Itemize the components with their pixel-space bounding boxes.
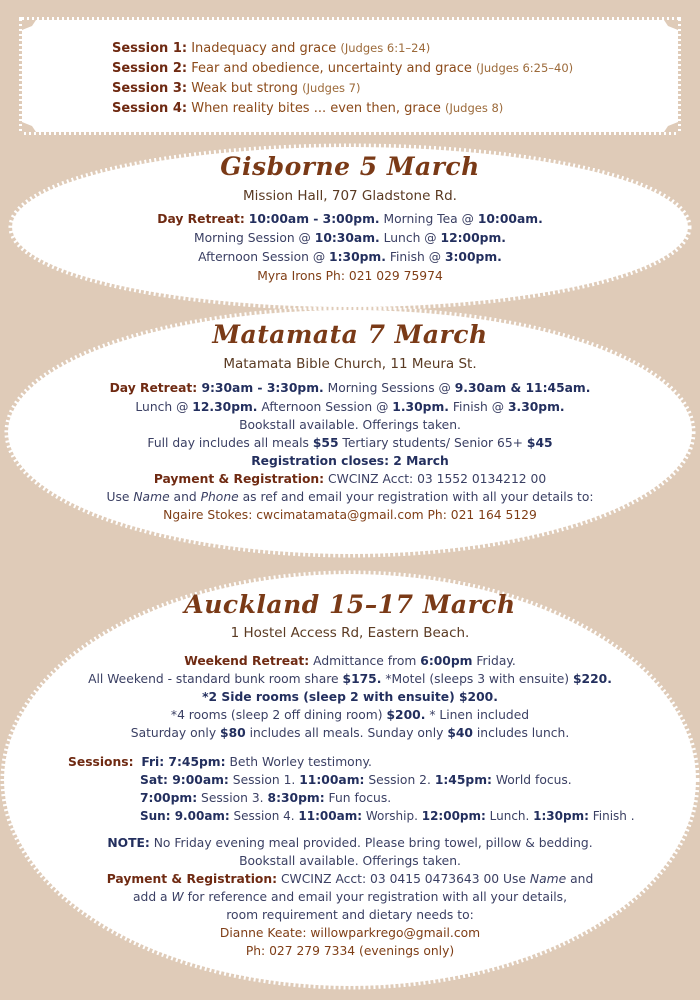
auckland-contact-email: Dianne Keate: willowparkrego@gmail.com bbox=[219, 926, 481, 940]
text: *Motel (sleeps 3 with ensuite) bbox=[381, 672, 573, 686]
text: Morning Tea @ bbox=[379, 212, 478, 226]
text: Lunch. bbox=[485, 809, 534, 823]
session-ref: (Judges 6:1–24) bbox=[340, 41, 431, 55]
time: 1:30pm. bbox=[329, 250, 386, 264]
auckland-venue: 1 Hostel Access Rd, Eastern Beach. bbox=[230, 625, 470, 641]
label-payment: Payment & Registration: bbox=[153, 472, 325, 486]
session-name: Weak but strong bbox=[191, 81, 299, 96]
text: and bbox=[566, 872, 594, 886]
text: Session 2. bbox=[364, 773, 435, 787]
text: *4 rooms (sleep 2 off dining room) bbox=[170, 708, 387, 722]
text: Worship. bbox=[362, 809, 422, 823]
time: 6:00pm bbox=[420, 654, 473, 668]
text: Full day includes all meals bbox=[147, 436, 313, 450]
time: 9.30am & 11:45am. bbox=[454, 381, 591, 395]
text: * Linen included bbox=[425, 708, 530, 722]
matamata-contact: Ngaire Stokes: cwcimatamata@gmail.com Ph: 021 164 5129 bbox=[163, 508, 537, 522]
time: Sat: 9:00am: bbox=[140, 773, 229, 787]
time: Fri: 7:45pm: bbox=[141, 755, 226, 769]
text: Afternoon Session @ bbox=[257, 400, 393, 414]
text: Session 4. bbox=[229, 809, 299, 823]
auckland-sessions-sun bbox=[140, 807, 635, 826]
text: includes all meals. Sunday only bbox=[245, 726, 448, 740]
time: 10:00am. bbox=[477, 212, 543, 226]
session-label: Session 4: bbox=[112, 101, 188, 116]
auckland-line-2 bbox=[0, 670, 700, 689]
text: Tertiary students/ Senior 65+ bbox=[338, 436, 527, 450]
text: Saturday only bbox=[130, 726, 221, 740]
auckland-line-5 bbox=[0, 724, 700, 743]
price: $200. bbox=[386, 708, 426, 722]
session-3 bbox=[112, 78, 360, 99]
auckland-sessions-sat-evening bbox=[140, 789, 391, 808]
session-name: Fear and obedience, uncertainty and grace bbox=[191, 61, 472, 76]
text: Session 1. bbox=[228, 773, 300, 787]
gisborne-title: Gisborne 5 March bbox=[220, 152, 480, 181]
label-day-retreat: Day Retreat: bbox=[157, 212, 245, 226]
gisborne-line-1 bbox=[0, 210, 700, 229]
time: 12:00pm. bbox=[440, 231, 506, 245]
text: Beth Worley testimony. bbox=[225, 755, 372, 769]
session-name: Inadequacy and grace bbox=[191, 41, 337, 56]
text: add a bbox=[132, 890, 172, 904]
text: Finish @ bbox=[385, 250, 445, 264]
session-4 bbox=[112, 98, 503, 119]
text: All Weekend - standard bunk room share bbox=[88, 672, 343, 686]
price: $175. bbox=[342, 672, 382, 686]
auckland-payment bbox=[0, 870, 700, 889]
price: $55 bbox=[312, 436, 339, 450]
text: Morning Session @ bbox=[194, 231, 315, 245]
matamata-line-7 bbox=[0, 488, 700, 507]
session-name: When reality bites ... even then, grace bbox=[191, 101, 441, 116]
matamata-line-1 bbox=[0, 379, 700, 398]
time: Sun: 9.00am: bbox=[140, 809, 230, 823]
matamata-line-4 bbox=[0, 434, 700, 453]
gisborne-venue: Mission Hall, 707 Gladstone Rd. bbox=[243, 188, 457, 204]
session-ref: (Judges 6:25–40) bbox=[475, 61, 574, 75]
session-ref: (Judges 8) bbox=[445, 101, 504, 115]
text: Afternoon Session @ bbox=[198, 250, 330, 264]
auckland-reference bbox=[0, 888, 700, 907]
text: Admittance from bbox=[309, 654, 421, 668]
label-weekend-retreat: Weekend Retreat: bbox=[184, 654, 310, 668]
text: Friday. bbox=[472, 654, 516, 668]
auckland-bookstall: Bookstall available. Offerings taken. bbox=[239, 854, 461, 868]
time: 10:30am. bbox=[314, 231, 380, 245]
session-2 bbox=[112, 58, 573, 79]
time: 1:45pm: bbox=[434, 773, 492, 787]
auckland-room-req: room requirement and dietary needs to: bbox=[226, 908, 474, 922]
session-ref: (Judges 7) bbox=[302, 81, 361, 95]
text: W bbox=[171, 890, 184, 904]
time: 12.30pm. bbox=[192, 400, 258, 414]
text: Lunch @ bbox=[135, 400, 193, 414]
price: $80 bbox=[220, 726, 246, 740]
label-day-retreat: Day Retreat: bbox=[109, 381, 198, 395]
text: Fun focus. bbox=[324, 791, 392, 805]
label-sessions: Sessions: bbox=[68, 755, 134, 769]
text: Finish @ bbox=[448, 400, 508, 414]
session-label: Session 3: bbox=[112, 81, 188, 96]
session-label: Session 1: bbox=[112, 41, 188, 56]
text: World focus. bbox=[491, 773, 572, 787]
time: 11:00am: bbox=[299, 773, 365, 787]
text: Morning Sessions @ bbox=[323, 381, 455, 395]
text: Lunch @ bbox=[379, 231, 441, 245]
matamata-title: Matamata 7 March bbox=[212, 320, 488, 349]
text: Finish . bbox=[588, 809, 635, 823]
text: No Friday evening meal provided. Please bring towel, pillow & bedding. bbox=[149, 836, 593, 850]
text: as ref and email your registration with all your details to: bbox=[238, 490, 594, 504]
time: 7:00pm: bbox=[140, 791, 198, 805]
text: Name bbox=[529, 872, 567, 886]
matamata-line-2 bbox=[0, 398, 700, 417]
text: includes lunch. bbox=[472, 726, 570, 740]
auckland-line-3: *2 Side rooms (sleep 2 with ensuite) $200. bbox=[202, 690, 498, 704]
auckland-sessions-fri bbox=[68, 753, 372, 772]
time: 3.30pm. bbox=[507, 400, 565, 414]
matamata-registration-closes: Registration closes: 2 March bbox=[251, 454, 449, 468]
matamata-line-6 bbox=[0, 470, 700, 489]
label-note: NOTE: bbox=[107, 836, 150, 850]
time: 12:00pm: bbox=[421, 809, 486, 823]
price: $40 bbox=[447, 726, 473, 740]
auckland-line-4 bbox=[0, 706, 700, 725]
gisborne-line-3 bbox=[0, 248, 700, 267]
text: CWCINZ Acct: 03 0415 0473643 00 Use bbox=[277, 872, 530, 886]
text: Phone bbox=[200, 490, 239, 504]
gisborne-line-2 bbox=[0, 229, 700, 248]
session-1 bbox=[112, 38, 430, 59]
text: Use bbox=[106, 490, 134, 504]
text: and bbox=[169, 490, 201, 504]
time: 8:30pm: bbox=[267, 791, 325, 805]
auckland-title: Auckland 15–17 March bbox=[184, 590, 516, 619]
text: for reference and email your registration with all your details, bbox=[183, 890, 567, 904]
time: 3:00pm. bbox=[444, 250, 502, 264]
auckland-line-1 bbox=[0, 652, 700, 671]
time: 11:00am: bbox=[298, 809, 363, 823]
label-payment: Payment & Registration: bbox=[106, 872, 278, 886]
time: 1:30pm: bbox=[533, 809, 589, 823]
time: 1.30pm. bbox=[392, 400, 449, 414]
session-label: Session 2: bbox=[112, 61, 188, 76]
price: $220. bbox=[573, 672, 612, 686]
text: Name bbox=[133, 490, 170, 504]
text: CWCINZ Acct: 03 1552 0134212 00 bbox=[324, 472, 547, 486]
auckland-sessions-sat bbox=[140, 771, 572, 790]
text: Session 3. bbox=[197, 791, 268, 805]
auckland-note bbox=[0, 834, 700, 853]
auckland-contact-phone: Ph: 027 279 7334 (evenings only) bbox=[245, 944, 455, 958]
matamata-line-3: Bookstall available. Offerings taken. bbox=[239, 418, 461, 432]
gisborne-contact: Myra Irons Ph: 021 029 75974 bbox=[257, 269, 443, 283]
time: 9:30am - 3:30pm. bbox=[197, 381, 324, 395]
matamata-venue: Matamata Bible Church, 11 Meura St. bbox=[223, 356, 477, 372]
price: $45 bbox=[526, 436, 553, 450]
time: 10:00am - 3:00pm. bbox=[248, 212, 380, 226]
